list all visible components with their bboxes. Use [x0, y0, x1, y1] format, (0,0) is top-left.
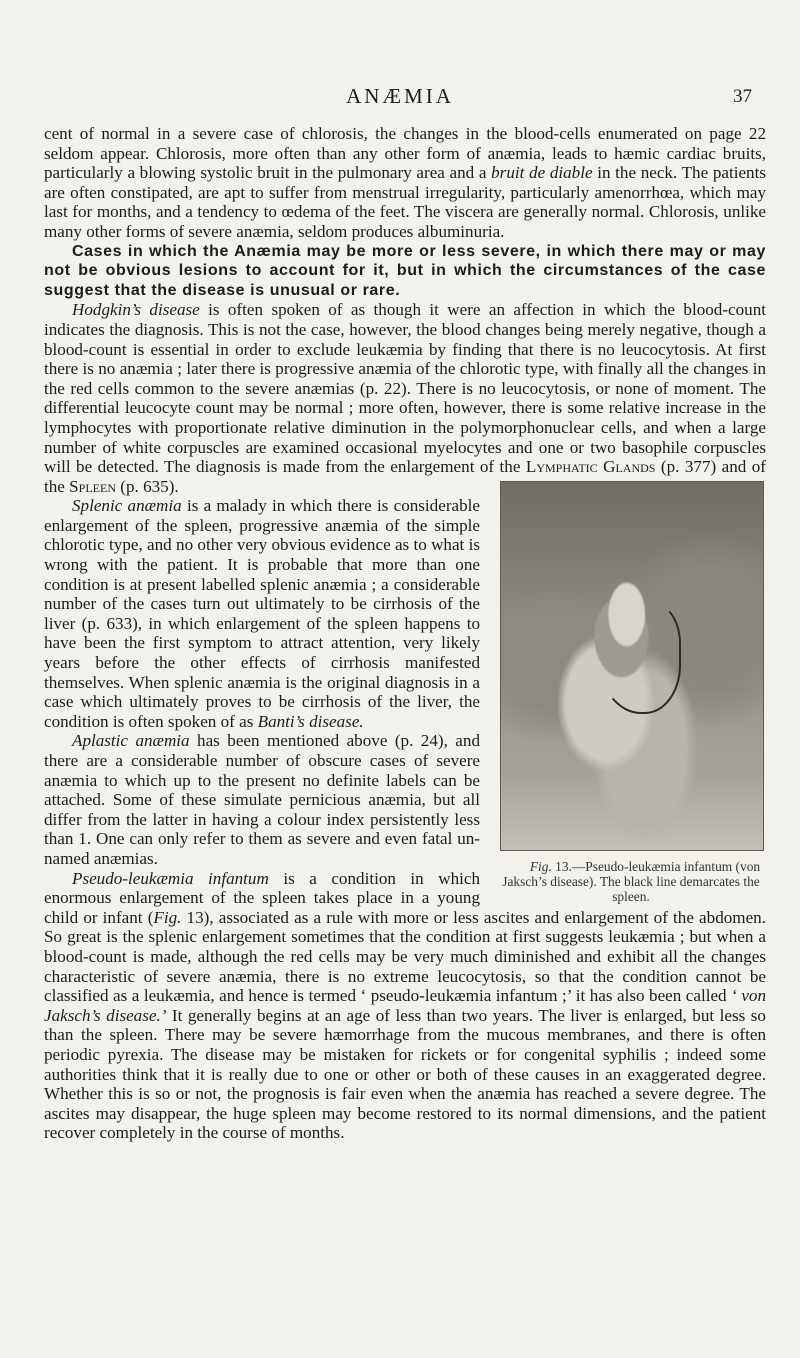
paragraph-splenic-anaemia: Splenic anæmia is a malady in which there is considerable enlargement of the spleen, progressive anæmia of the simple chlorotic type, and no other very obvious evidence as to what is wrong with the patient. It is probable that more than one condition is at present labelled splenic anæmia ; a considerable number of the cases turn out ultimately to be cirrhosis of the liver (p. 633), in which enlargement of the spleen happens to have been the first symptom to attract attention, very likely years before the other effects of cirrhosis manifested themselves. When splenic anæmia is the original diagnosis in a case which ultimately proves to be cirrhosis of the liver, the condition is often spoken of as Banti’s disease.	[44, 496, 480, 731]
page-number: 37	[733, 86, 752, 107]
infant-photo	[500, 481, 764, 851]
paragraph-chlorosis: cent of normal in a severe case of chlorosis, the changes in the blood-cells enumerated on page 22 seldom appear. Chlorosis, more often than any other form of anæmia, leads to hæmic cardiac bruits, particularly a blowing systolic bruit in the pulmonary area and a bruit de diable in the neck. The patients are often constipated, are apt to suffer from menstrual irregularity, particularly amenorrhœa, which may last for months, and a tendency to œdema of the feet. The viscera are generally normal. Chlorosis, unlike many other forms of severe anæmia, seldom produces albuminuria.	[44, 124, 766, 241]
section-heading-paragraph: Cases in which the Anæmia may be more or less severe, in which there may or may not be obvious lesions to account for it, but in which the circumstances of the case suggest that the disease is unusual or rare.	[44, 242, 766, 299]
paragraph-pseudo-leukaemia: Pseudo-leukæmia infantum is a condition in which enormous enlargement of the spleen takes place in a young child or infant (Fig. 13), associated as a rule with more or less ascites and enlargement of the abdomen. So great is the splenic enlargement sometimes that the condition at first suggests leukæmia ; but when a blood-count is made, although the red cells may be very much diminished and exhibit all the changes characteristic of severe anæmia, there is no extreme leucocytosis, so that the condition cannot be classified as a leukæmia, and hence is termed ‘ pseudo-leukæmia infantum ;’ it has also been called ‘ von Jaksch’s disease.’ It generally begins at an age of less than two years. The liver is enlarged, but less so than the spleen. There may be severe hæmorrhage from the mucous membranes, and there is often periodic pyrexia. The disease may be mistaken for rickets or for congenital syphilis ; indeed some authorities think that it is really due to one or other or both of these causes in an exaggerated degree. Whether this is so or not, the prognosis is fair even when the anæmia has reached a severe degree. The ascites may disappear, the huge spleen may become restored to its normal dimensions, and the patient recover completely in the course of months.	[44, 868, 767, 1143]
running-head: ANÆMIA	[346, 84, 454, 108]
figure-13	[494, 477, 766, 904]
figure-caption: Fig. 13.—Pseudo-leukæmia infantum (von Jaksch’s disease). The black line demarcates the spleen.	[502, 858, 761, 904]
paragraph-aplastic-anaemia: Aplastic anæmia has been mentioned above (p. 24), and there are a considerable number of obscure cases of severe anæmia to which up to the present no definite labels can be attached. Some of these simulate pernicious anæmia, but all differ from the latter in having a colour index persistently less than 1. One can only refer to them as severe and even fatal un-named anæmias.	[44, 731, 480, 868]
paragraph-hodgkins: Hodgkin’s disease is often spoken of as though it were an affection in which the blood-count indicates the diagnosis. This is not the case, however, the blood changes being merely negative, though a blood-count is essential in order to exclude leukæmia by finding that there is no leucocytosis. At first there is no anæmia ; later there is progressive anæmia of the chlorotic type, with finally all the changes in the red cells common to the severe anæmias (p. 22). There is no leucocytosis, or none of moment. The differential leucocyte count may be normal ; more often, however, there is some relative increase in the lymphocytes with proportionate relative diminution in the polymorphonuclear cells, and when a large number of white corpuscles are examined occasional myelocytes and one or two basophile corpuscles will be detected. The diagnosis is made from the enlargement of the Fig. 13.—Pseudo-leukæmia infantum (von Jaksch’s disease). The black line demarcates the spleen. Lymphatic Glands (p. 377) and of the Spleen (p. 635).	[44, 300, 766, 904]
spleen-outline	[597, 600, 681, 714]
body-text	[44, 124, 766, 1143]
